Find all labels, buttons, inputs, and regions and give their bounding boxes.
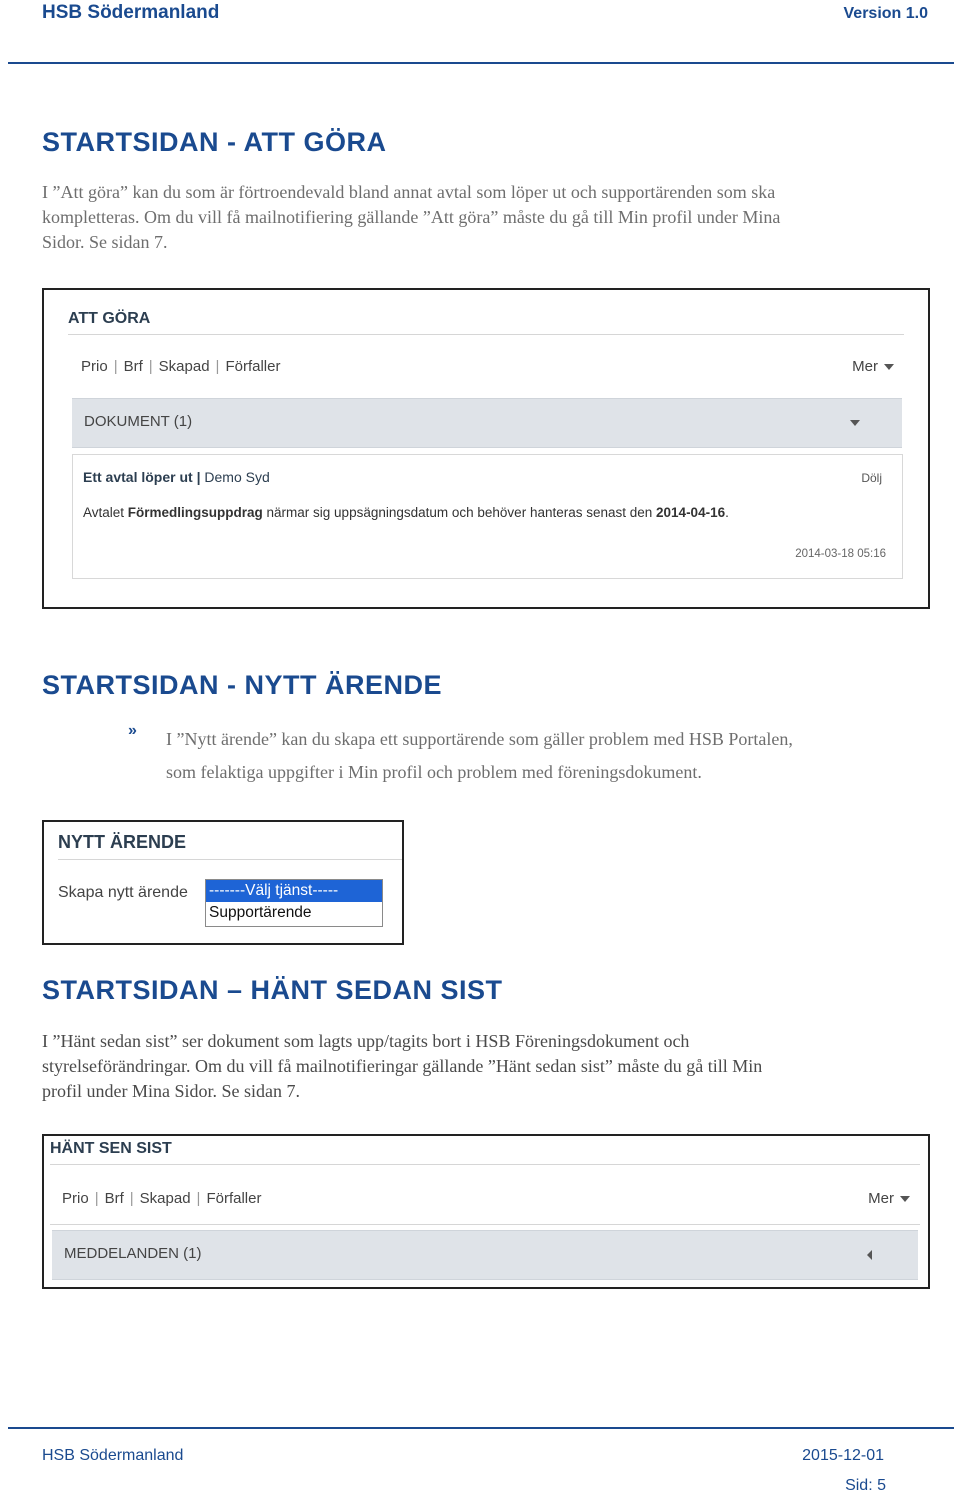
chevron-down-icon — [900, 1196, 910, 1202]
field-label: Skapa nytt ärende — [58, 884, 188, 901]
message-suffix: . — [725, 505, 729, 520]
more-label: Mer — [868, 1190, 894, 1207]
chevron-left-icon — [867, 1250, 872, 1260]
tab-skapad[interactable]: Skapad — [158, 358, 210, 375]
bullet-icon: » — [128, 722, 137, 739]
chevron-down-icon — [850, 420, 860, 426]
body-line: I ”Hänt sedan sist” ser dokument som lagts upp/tagits bort i HSB Föreningsdokument och — [42, 1031, 690, 1051]
widget-title: NYTT ÄRENDE — [58, 832, 187, 852]
list-item — [72, 454, 903, 579]
body-line: I ”Nytt ärende” kan du skapa ett supportärende som gäller problem med HSB Portalen, — [166, 729, 793, 749]
title-divider — [68, 334, 904, 335]
widget-title: HÄNT SEN SIST — [50, 1140, 172, 1157]
footer-org: HSB Södermanland — [42, 1447, 184, 1464]
header-org: HSB Södermanland — [42, 2, 220, 23]
body-line: I ”Att göra” kan du som är förtroendevald bland annat avtal som löper ut och supportärenden som ska — [42, 182, 776, 202]
section1-body — [42, 180, 922, 255]
item-heading: Ett avtal löper ut | Demo Syd — [83, 469, 270, 485]
section2-body — [166, 723, 926, 789]
section-heading-nytt-arende: STARTSIDAN - NYTT ÄRENDE — [42, 670, 442, 700]
body-line: Sidor. Se sidan 7. — [42, 232, 168, 252]
item-timestamp: 2014-03-18 05:16 — [795, 548, 886, 560]
item-org: Demo Syd — [204, 469, 270, 485]
tab-forfaller[interactable]: Förfaller — [206, 1190, 262, 1207]
sort-tabs: Prio | Brf | Skapad | Förfaller — [62, 1190, 262, 1207]
screenshot-hant-sen-sist — [42, 1134, 930, 1289]
page-number-value: 5 — [877, 1477, 886, 1494]
group-header-dokument[interactable] — [72, 398, 902, 448]
header-divider — [8, 62, 954, 64]
page-number — [845, 1477, 886, 1495]
group-header-meddelanden[interactable] — [52, 1230, 918, 1280]
hide-link[interactable]: Dölj — [861, 471, 882, 485]
more-dropdown[interactable] — [868, 1190, 910, 1207]
header-version: Version 1.0 — [843, 5, 928, 22]
footer-divider — [8, 1427, 954, 1429]
select-option-placeholder[interactable]: -------Välj tjänst----- — [206, 880, 382, 902]
screenshot-nytt-arende — [42, 820, 404, 945]
item-title: Ett avtal löper ut — [83, 469, 193, 485]
select-option-supportarende[interactable]: Supportärende — [209, 904, 312, 921]
group-label: MEDDELANDEN (1) — [64, 1245, 202, 1262]
section3-body — [42, 1029, 932, 1104]
tab-prio[interactable]: Prio — [81, 358, 108, 375]
footer-date: 2015-12-01 — [802, 1447, 884, 1464]
group-label: DOKUMENT (1) — [84, 413, 193, 430]
more-label: Mer — [852, 358, 878, 375]
service-select[interactable] — [205, 879, 383, 927]
tab-brf[interactable]: Brf — [123, 358, 143, 375]
body-line: styrelseförändringar. Om du vill få mailnotifieringar gällande ”Hänt sedan sist” måste du gå till Min — [42, 1056, 763, 1076]
screenshot-att-gora — [42, 288, 930, 609]
chevron-down-icon — [884, 364, 894, 370]
more-dropdown[interactable] — [852, 358, 894, 375]
body-line: kompletteras. Om du vill få mailnotifiering gällande ”Att göra” måste du gå till Min profil under Mina — [42, 207, 781, 227]
message-date: 2014-04-16 — [656, 505, 726, 520]
body-line: profil under Mina Sidor. Se sidan 7. — [42, 1081, 300, 1101]
title-divider — [58, 859, 402, 860]
section-heading-hant-sedan-sist: STARTSIDAN – HÄNT SEDAN SIST — [42, 975, 503, 1005]
message-document: Förmedlingsuppdrag — [127, 505, 263, 520]
tab-forfaller[interactable]: Förfaller — [225, 358, 281, 375]
message-text: närmar sig uppsägningsdatum och behöver hanteras senast den — [262, 505, 657, 520]
tab-brf[interactable]: Brf — [104, 1190, 124, 1207]
title-divider — [50, 1164, 920, 1165]
item-message — [83, 505, 729, 520]
section-heading-att-gora: STARTSIDAN - ATT GÖRA — [42, 127, 387, 157]
tab-skapad[interactable]: Skapad — [139, 1190, 191, 1207]
tabs-divider — [50, 1224, 920, 1225]
message-prefix: Avtalet — [83, 505, 128, 520]
widget-title: ATT GÖRA — [68, 310, 151, 327]
body-line: som felaktiga uppgifter i Min profil och problem med föreningsdokument. — [166, 762, 702, 782]
page-label: Sid: — [845, 1477, 878, 1494]
sort-tabs: Prio | Brf | Skapad | Förfaller — [81, 358, 281, 375]
tab-prio[interactable]: Prio — [62, 1190, 89, 1207]
